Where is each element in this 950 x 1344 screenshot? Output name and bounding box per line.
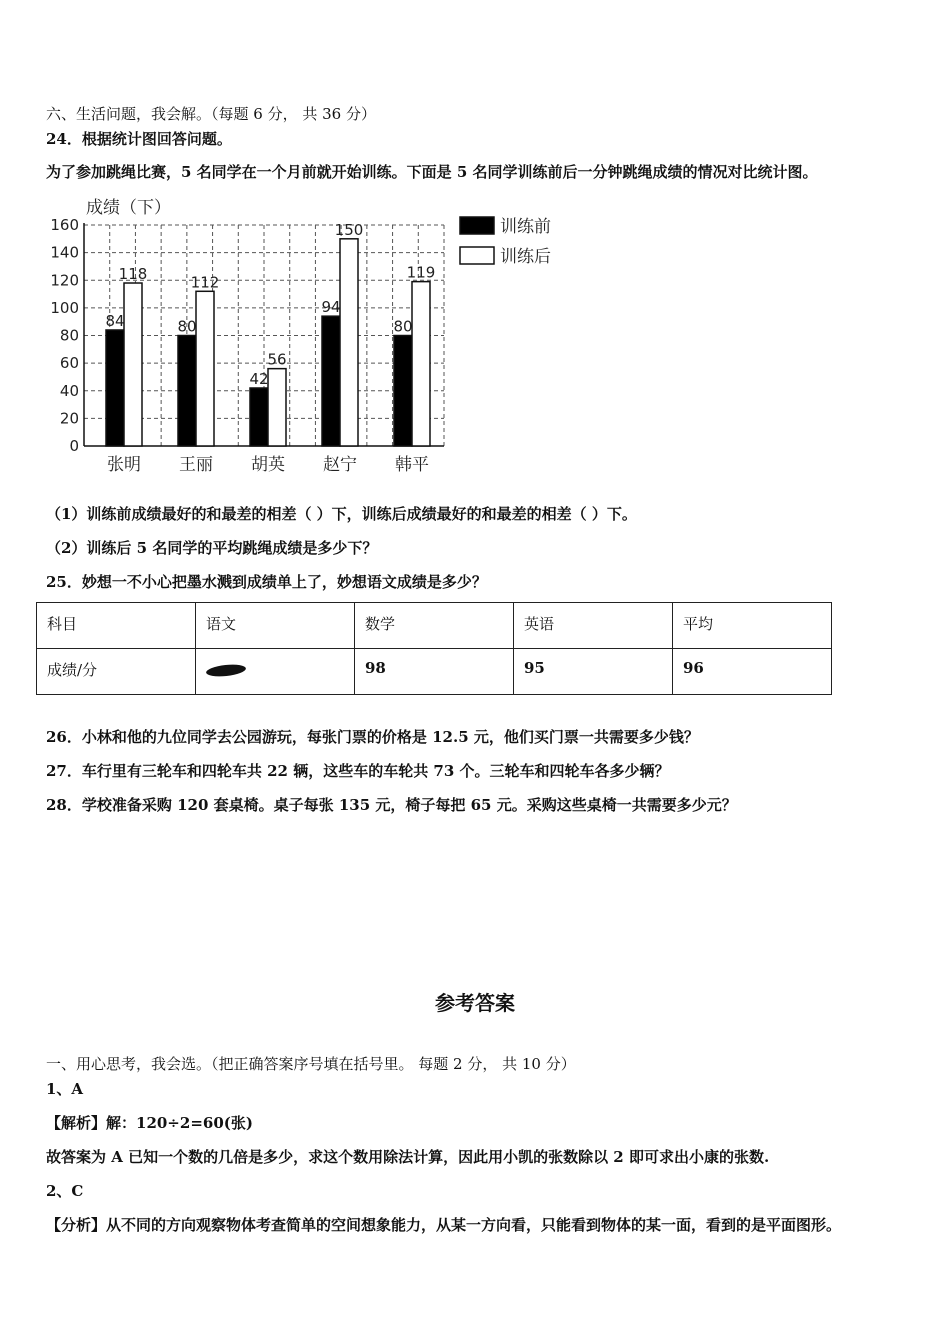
bar-before xyxy=(394,336,412,447)
answers-section-1-heading: 一、用心思考，我会选。（把正确答案序号填在括号里。 每题 2 分， 共 10 分） xyxy=(46,1055,576,1073)
legend-label: 训练前 xyxy=(500,217,551,237)
answer-2: 2、C xyxy=(46,1182,84,1200)
bar-chart xyxy=(46,193,576,483)
ink-blot xyxy=(206,663,247,678)
answer-1: 1、A xyxy=(46,1080,84,1098)
q24-title: 24．根据统计图回答问题。 xyxy=(46,130,232,148)
q27: 27．车行里有三轮车和四轮车共 22 辆，这些车的车轮共 73 个。三轮车和四轮车各多少辆？ xyxy=(46,762,670,780)
q26: 26．小林和他的九位同学去公园游玩，每张门票的价格是 12.5 元，他们买门票一共需要多少钱？ xyxy=(46,728,699,746)
q24-intro: 为了参加跳绳比赛，5 名同学在一个月前就开始训练。下面是 5 名同学训练前后一分钟跳绳成绩的情况对比统计图。 xyxy=(46,163,818,181)
table-cell: 96 xyxy=(673,649,832,695)
section-6-heading: 六、生活问题，我会解。（每题 6 分， 共 36 分） xyxy=(46,105,376,123)
x-tick-label: 韩平 xyxy=(395,455,429,475)
table-row xyxy=(37,649,832,695)
bar-after xyxy=(340,239,358,446)
bar-before xyxy=(178,336,196,447)
y-tick-label: 140 xyxy=(50,243,79,262)
table-cell: 98 xyxy=(355,649,514,695)
bar-before xyxy=(250,388,268,446)
x-tick-label: 王丽 xyxy=(179,455,213,475)
legend-swatch-after xyxy=(460,247,494,264)
y-tick-label: 120 xyxy=(50,271,79,290)
bar-after xyxy=(124,283,142,446)
table-cell: 95 xyxy=(514,649,673,695)
answers-title: 参考答案 xyxy=(435,991,515,1015)
data-label: 80 xyxy=(177,317,197,336)
data-label: 118 xyxy=(118,265,148,284)
chart-legend xyxy=(460,217,551,267)
table-row-label: 成绩/分 xyxy=(37,649,196,695)
q24-sub1: （1）训练前成绩最好的和最差的相差（ ）下，训练后成绩最好的和最差的相差（ ）下。 xyxy=(46,505,637,523)
y-tick-label: 40 xyxy=(59,381,79,400)
legend-swatch-before xyxy=(460,217,494,234)
data-label: 112 xyxy=(190,273,220,292)
bar-before xyxy=(322,316,340,446)
data-label: 84 xyxy=(105,311,125,330)
chart-bars xyxy=(106,239,430,446)
table-row xyxy=(37,603,832,649)
answer-1-conclusion: 故答案为 A 已知一个数的几倍是多少，求这个数用除法计算，因此用小凯的张数除以 2 即可求出小康的张数. xyxy=(46,1148,770,1166)
table-header-cell: 数学 xyxy=(355,603,514,649)
data-label: 150 xyxy=(334,220,364,239)
y-tick-label: 160 xyxy=(50,216,79,234)
q24-sub2: （2）训练后 5 名同学的平均跳绳成绩是多少下？ xyxy=(46,539,378,557)
table-header-cell: 平均 xyxy=(673,603,832,649)
q25-title: 25．妙想一不小心把墨水溅到成绩单上了，妙想语文成绩是多少？ xyxy=(46,573,487,591)
y-axis-label: 成绩（下） xyxy=(86,198,171,218)
y-tick-label: 80 xyxy=(59,326,79,345)
bar-after xyxy=(412,282,430,446)
y-tick-label: 60 xyxy=(59,354,79,373)
score-table xyxy=(36,602,832,695)
bar-before xyxy=(106,330,124,446)
data-label: 42 xyxy=(249,369,269,388)
y-tick-label: 20 xyxy=(59,409,79,428)
bar-after xyxy=(268,369,286,446)
x-tick-label: 赵宁 xyxy=(323,455,357,475)
data-label: 80 xyxy=(393,317,413,336)
data-label: 94 xyxy=(321,298,341,317)
ink-blot-cell xyxy=(196,649,355,695)
table-header-cell: 英语 xyxy=(514,603,673,649)
data-label: 56 xyxy=(267,350,287,369)
table-header-cell: 语文 xyxy=(196,603,355,649)
q28: 28．学校准备采购 120 套桌椅。桌子每张 135 元，椅子每把 65 元。采购这些桌椅一共需要多少元？ xyxy=(46,796,737,814)
x-tick-label: 胡英 xyxy=(251,455,285,475)
y-tick-label: 100 xyxy=(50,298,79,317)
y-tick-label: 0 xyxy=(69,437,79,455)
x-tick-label: 张明 xyxy=(107,455,141,475)
bar-after xyxy=(196,291,214,446)
answer-1-analysis: 【解析】解：120÷2=60(张) xyxy=(46,1114,253,1132)
table-header-cell: 科目 xyxy=(37,603,196,649)
data-label: 119 xyxy=(406,263,436,282)
answer-2-analysis: 【分析】从不同的方向观察物体考查简单的空间想象能力，从某一方向看，只能看到物体的某一面，看到的是平面图形。 xyxy=(46,1216,842,1234)
legend-label: 训练后 xyxy=(500,247,551,267)
